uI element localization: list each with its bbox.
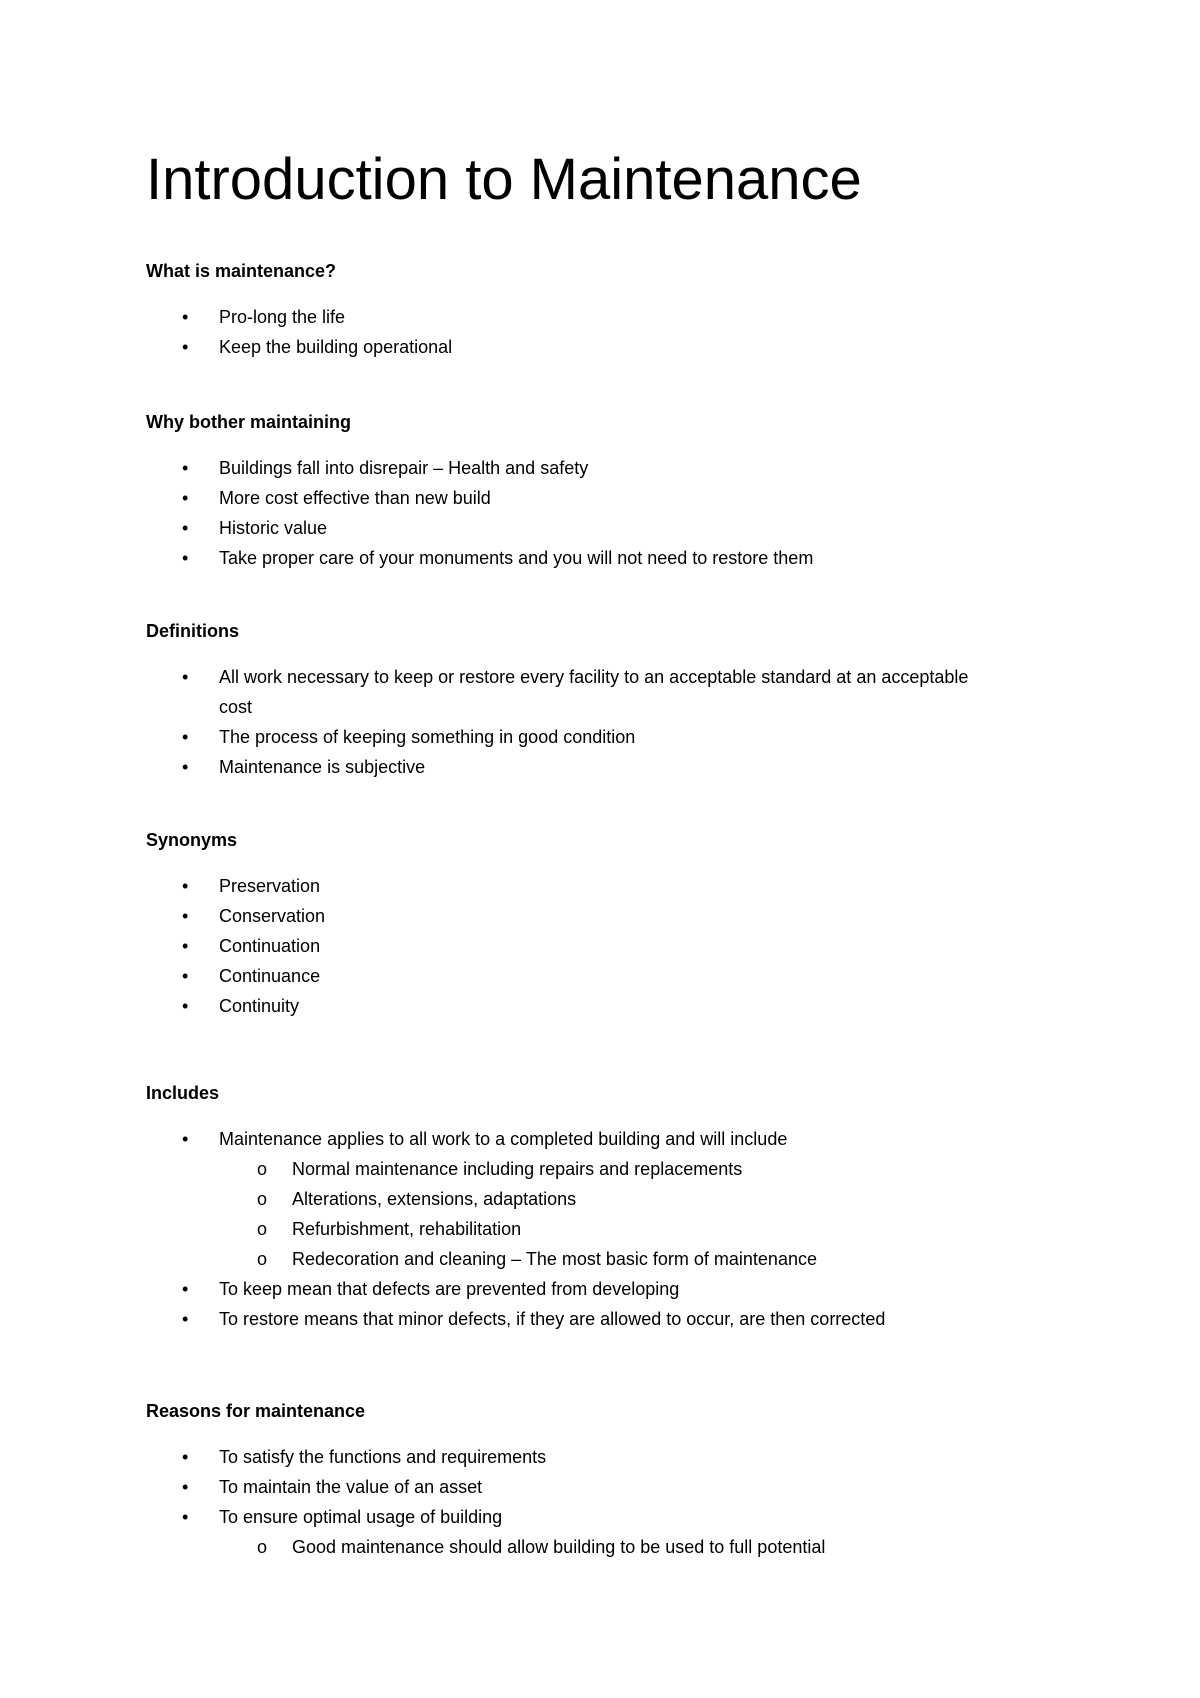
list-item: • To keep mean that defects are prevented from developing <box>0 1274 979 1304</box>
bullet-icon: • <box>182 936 189 956</box>
list-item: • To restore means that minor defects, if they are allowed to occur, are then corrected <box>0 1304 979 1334</box>
list-item: • Preservation <box>0 871 979 901</box>
list-what-is-maintenance <box>0 302 1200 362</box>
heading-reasons-for-maintenance: Reasons for maintenance <box>146 1401 366 1421</box>
list-reasons-for-maintenance <box>0 1442 1200 1562</box>
bullet-icon: • <box>182 488 189 508</box>
list-item: • Maintenance applies to all work to a completed building and will include <box>0 1124 979 1154</box>
bullet-icon: • <box>182 1477 189 1497</box>
list-item: • Keep the building operational <box>0 332 979 362</box>
bullet-icon: • <box>182 727 189 747</box>
list-item: • Pro-long the life <box>0 302 979 332</box>
bullet-icon: • <box>182 458 189 478</box>
bullet-icon: • <box>182 1129 189 1149</box>
heading-synonyms: Synonyms <box>146 830 238 850</box>
list-item: • Continuance <box>0 961 979 991</box>
sub-list-item: o Redecoration and cleaning – The most basic form of maintenance <box>0 1244 1200 1274</box>
bullet-icon: • <box>182 1447 189 1467</box>
sub-bullet-icon: o <box>257 1189 268 1209</box>
heading-why-bother-maintaining: Why bother maintaining <box>146 412 351 432</box>
bullet-icon: • <box>182 667 189 687</box>
heading-definitions: Definitions <box>146 621 239 641</box>
bullet-icon: • <box>182 307 189 327</box>
list-item: • To satisfy the functions and requirements <box>0 1442 979 1472</box>
bullet-icon: • <box>182 906 189 926</box>
list-item: • All work necessary to keep or restore every facility to an acceptable standard at an acceptable cost <box>0 662 979 722</box>
list-item: • The process of keeping something in good condition <box>0 722 979 752</box>
sub-bullet-icon: o <box>257 1219 268 1239</box>
list-item: • More cost effective than new build <box>0 483 979 513</box>
bullet-icon: • <box>182 337 189 357</box>
heading-includes: Includes <box>146 1083 220 1103</box>
list-includes <box>0 1124 1200 1334</box>
sub-bullet-icon: o <box>257 1249 268 1269</box>
sub-list-item: o Good maintenance should allow building to be used to full potential <box>0 1532 1200 1562</box>
list-synonyms <box>0 871 1200 1021</box>
list-item: • Take proper care of your monuments and you will not need to restore them <box>0 543 979 573</box>
page-title: Introduction to Maintenance <box>146 147 862 212</box>
list-item: • Conservation <box>0 901 979 931</box>
heading-what-is-maintenance: What is maintenance? <box>146 261 337 281</box>
list-item: • Maintenance is subjective <box>0 752 979 782</box>
bullet-icon: • <box>182 876 189 896</box>
bullet-icon: • <box>182 1507 189 1527</box>
sub-list-item: o Normal maintenance including repairs and replacements <box>0 1154 1200 1184</box>
bullet-icon: • <box>182 757 189 777</box>
list-item: • To ensure optimal usage of building <box>0 1502 979 1532</box>
sub-bullet-icon: o <box>257 1537 268 1557</box>
bullet-icon: • <box>182 996 189 1016</box>
list-item: • Continuation <box>0 931 979 961</box>
sub-list-item: o Alterations, extensions, adaptations <box>0 1184 1200 1214</box>
sub-list-item: o Refurbishment, rehabilitation <box>0 1214 1200 1244</box>
sub-bullet-icon: o <box>257 1159 268 1179</box>
list-item: • To maintain the value of an asset <box>0 1472 979 1502</box>
bullet-icon: • <box>182 518 189 538</box>
list-definitions <box>0 662 1200 782</box>
bullet-icon: • <box>182 548 189 568</box>
list-item: • Historic value <box>0 513 979 543</box>
bullet-icon: • <box>182 1279 189 1299</box>
list-why-bother-maintaining <box>0 453 1200 573</box>
bullet-icon: • <box>182 1309 189 1329</box>
bullet-icon: • <box>182 966 189 986</box>
list-item: • Continuity <box>0 991 979 1021</box>
list-item: • Buildings fall into disrepair – Health and safety <box>0 453 979 483</box>
